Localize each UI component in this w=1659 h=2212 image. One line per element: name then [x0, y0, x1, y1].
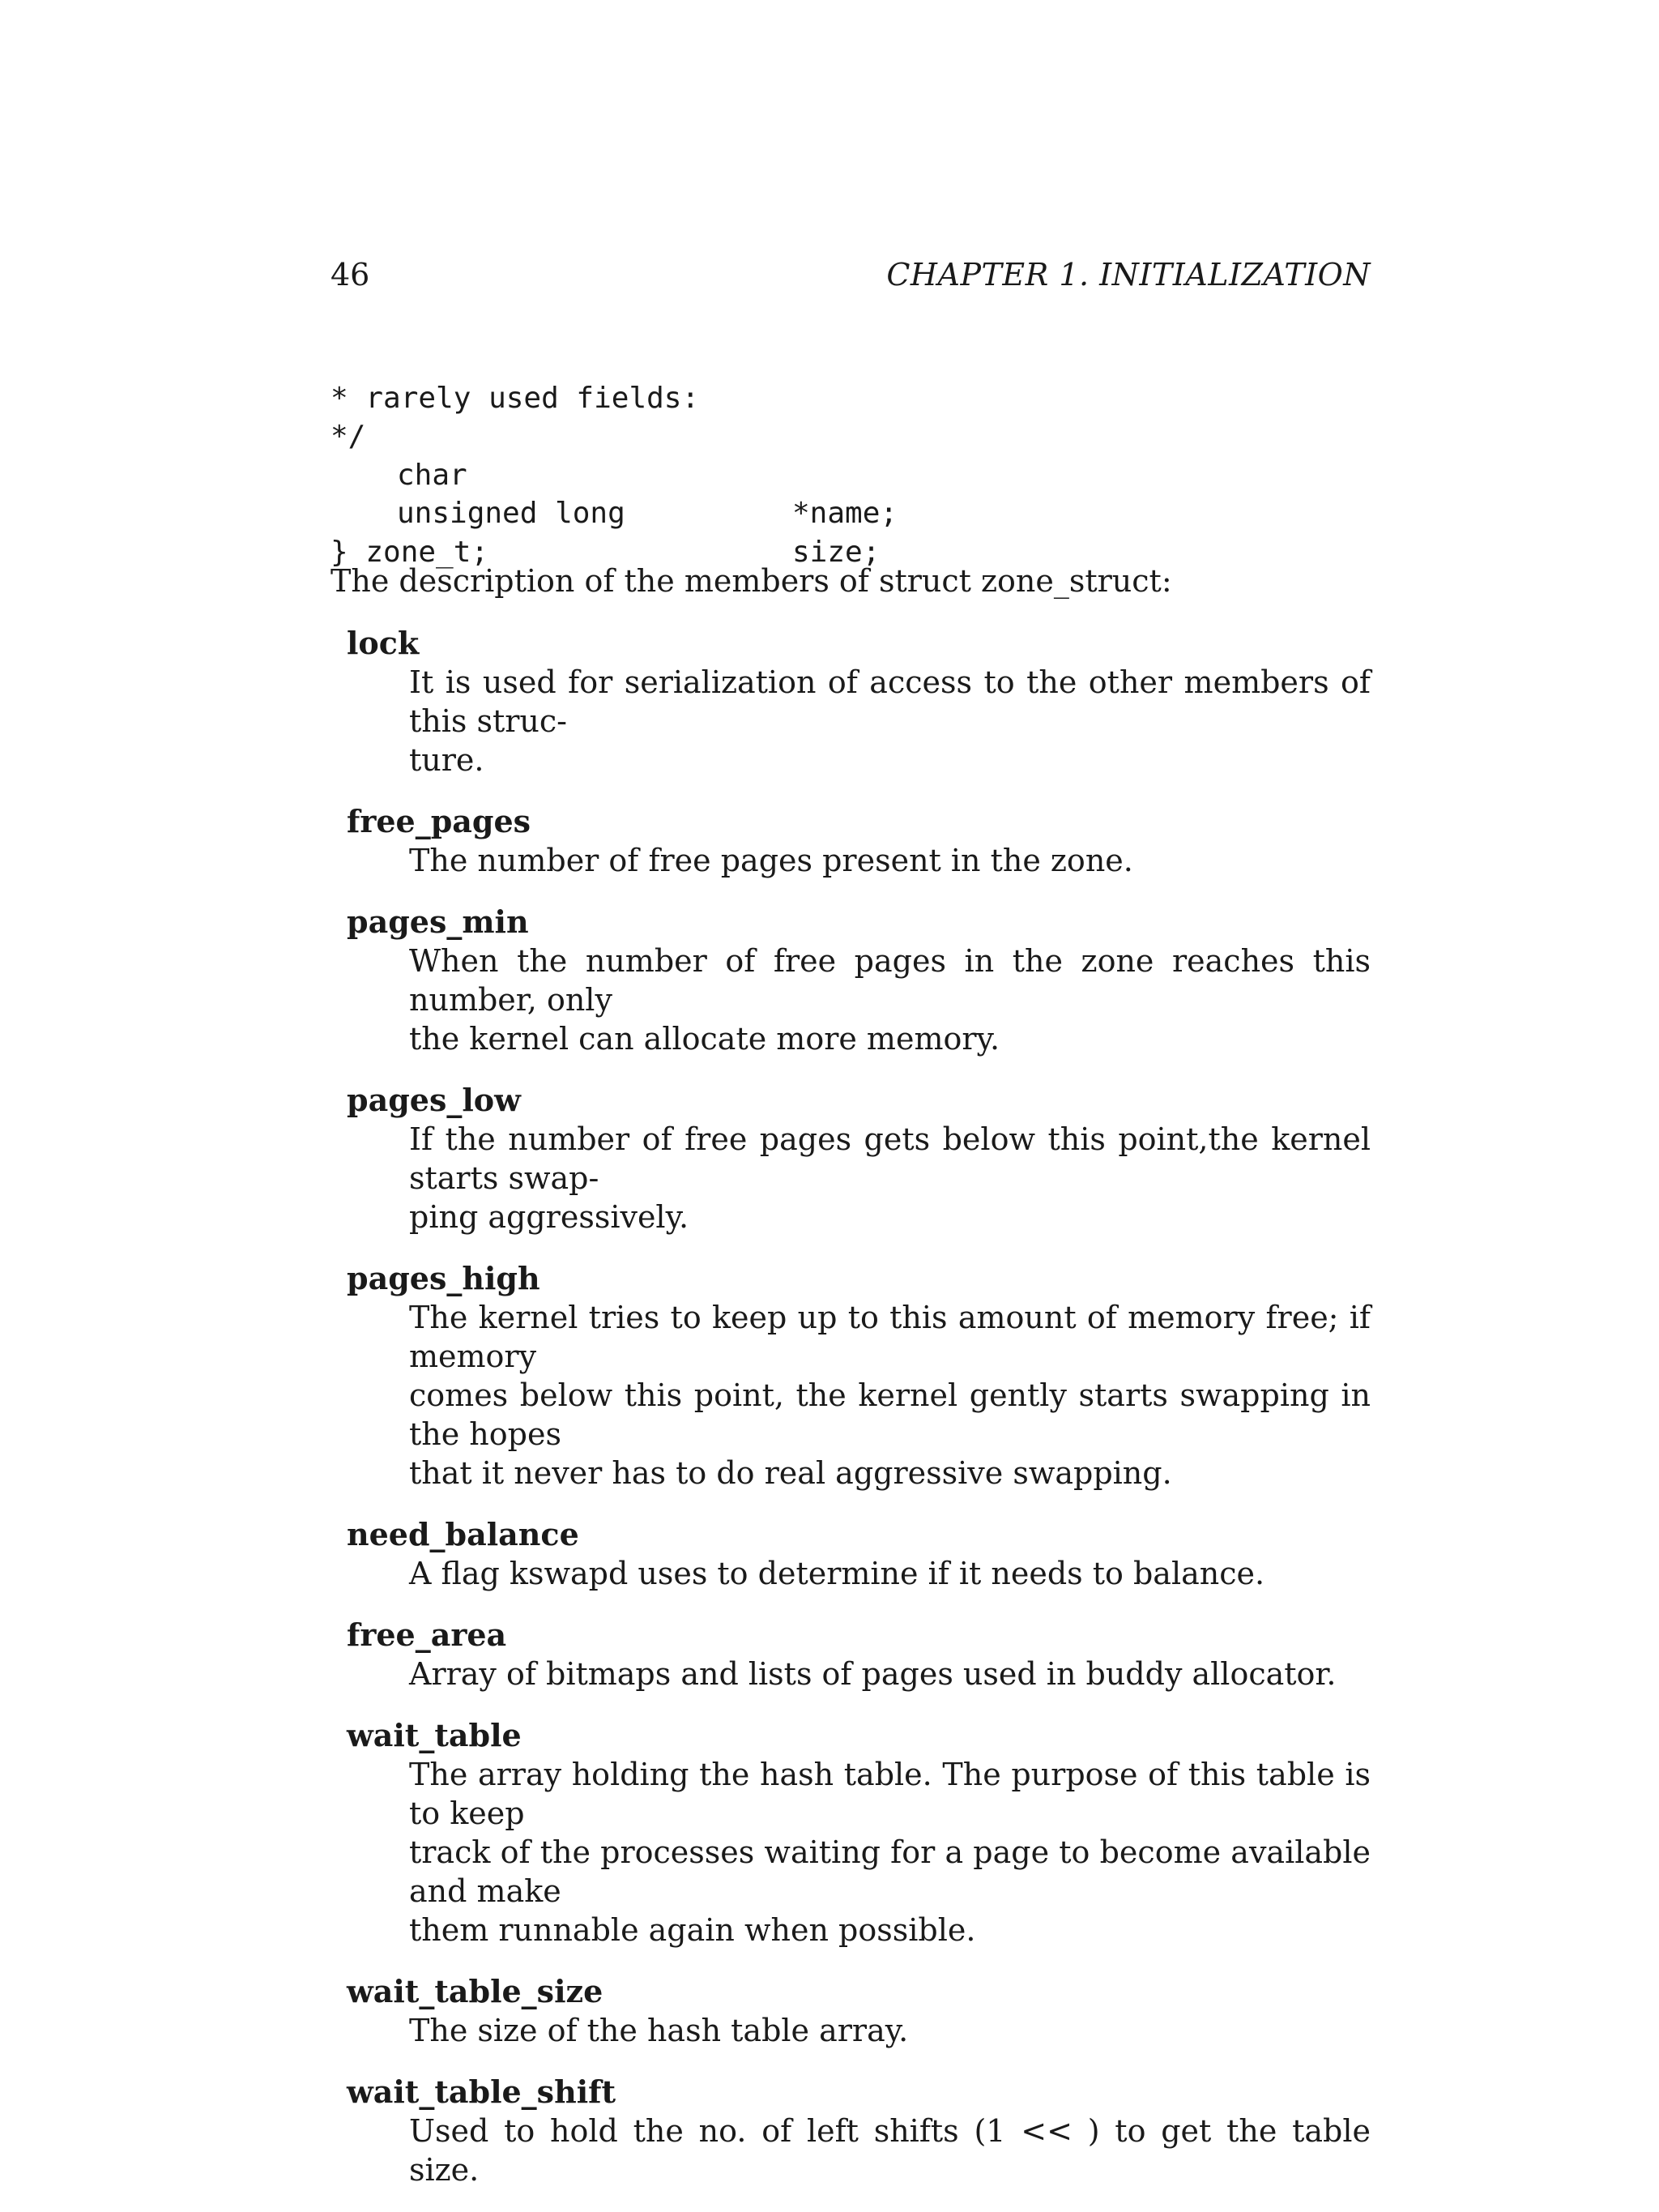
field-type: unsigned long: [397, 497, 625, 530]
definition-entry: [331, 1972, 1371, 2050]
code-line: [331, 340, 1371, 415]
definition-term: pages_min: [347, 903, 529, 940]
running-head: [331, 253, 1371, 297]
field-name: *name;: [792, 497, 898, 530]
definition-term: need_balance: [347, 1516, 579, 1552]
definition-term: free_pages: [347, 803, 531, 839]
definition-list: [331, 624, 1371, 2212]
definition-description: [409, 1120, 1371, 1236]
description-line: The size of the hash table array.: [409, 2013, 909, 2048]
definition-description: [409, 2011, 1371, 2050]
field-type: char: [397, 458, 467, 492]
intro-paragraph: The description of the members of struct zone_struct:: [331, 563, 1172, 599]
description-line: The array holding the hash table. The purpose of this table is to keep: [409, 1757, 1371, 1831]
definition-description: [409, 1298, 1371, 1492]
definition-entry: [331, 624, 1371, 779]
code-comment: * rarely used fields:: [331, 381, 700, 415]
chapter-title: CHAPTER 1. INITIALIZATION: [886, 257, 1371, 293]
description-line: The number of free pages present in the zone.: [409, 843, 1133, 878]
page-number: 46: [331, 257, 370, 293]
definition-term: wait_table: [347, 1717, 522, 1753]
definition-entry: [331, 903, 1371, 1058]
definition-term: wait_table_shift: [347, 2073, 616, 2110]
description-line: that it never has to do real aggressive swapping.: [409, 1455, 1172, 1491]
definition-entry: [331, 1716, 1371, 1949]
definition-description: [409, 1755, 1371, 1949]
code-listing: [331, 340, 1371, 569]
description-line: ping aggressively.: [409, 1199, 689, 1235]
description-line: A flag kswapd uses to determine if it needs to balance.: [409, 1556, 1265, 1591]
description-line: When the number of free pages in the zone reaches this number, only: [409, 943, 1371, 1018]
description-line: If the number of free pages gets below this point,the kernel starts swap-: [409, 1121, 1371, 1196]
definition-entry: [331, 1081, 1371, 1236]
description-line: Array of bitmaps and lists of pages used in buddy allocator.: [409, 1656, 1337, 1692]
definition-description: [409, 663, 1371, 779]
definition-description: [409, 2112, 1371, 2189]
definition-entry: [331, 1259, 1371, 1492]
description-line: them runnable again when possible.: [409, 1912, 976, 1948]
description-line: ture.: [409, 742, 484, 778]
definition-entry: [331, 1616, 1371, 1693]
description-line: Used to hold the no. of left shifts (1 << ) to get the table size.: [409, 2113, 1371, 2188]
description-line: track of the processes waiting for a page to become available and make: [409, 1834, 1371, 1909]
definition-entry: [331, 1515, 1371, 1593]
description-line: comes below this point, the kernel gently starts swapping in the hopes: [409, 1377, 1371, 1452]
field-name: size;: [792, 535, 881, 569]
definition-entry: [331, 802, 1371, 880]
definition-description: [409, 942, 1371, 1058]
definition-term: pages_high: [347, 1260, 540, 1296]
definition-term: wait_table_size: [347, 1973, 603, 2009]
definition-term: pages_low: [347, 1082, 521, 1118]
definition-entry: [331, 2073, 1371, 2189]
definition-description: [409, 1554, 1371, 1593]
definition-term: free_area: [347, 1616, 507, 1653]
code-comment-end: */: [331, 420, 366, 453]
description-line: The kernel tries to keep up to this amount of memory free; if memory: [409, 1300, 1371, 1374]
description-line: the kernel can allocate more memory.: [409, 1021, 1000, 1057]
struct-close: } zone_t;: [331, 535, 489, 569]
definition-description: [409, 1655, 1371, 1693]
code-line: [331, 379, 1371, 453]
definition-description: [409, 841, 1371, 880]
definition-term: lock: [347, 625, 420, 661]
description-line: It is used for serialization of access to the other members of this struc-: [409, 664, 1371, 739]
